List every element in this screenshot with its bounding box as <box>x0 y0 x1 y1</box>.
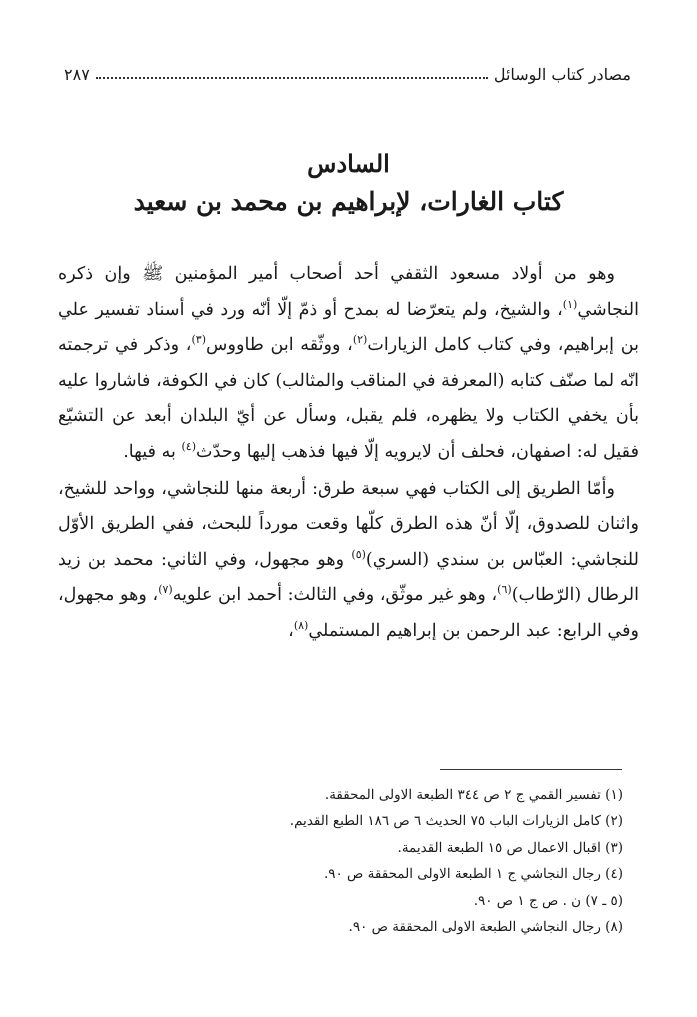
footnote-ref: (٢) <box>352 333 368 347</box>
footnote-ref: (٤) <box>181 440 197 454</box>
footnote-ref: (٦) <box>497 583 512 597</box>
footnote-ref: (٧) <box>158 583 173 597</box>
text-span: به فيها. <box>123 441 182 462</box>
text-span: ، <box>288 620 294 641</box>
footnote-ref: (٨) <box>293 619 309 633</box>
footnote-ref: (٥) <box>351 547 366 561</box>
page-number: ٢٨٧ <box>64 65 90 84</box>
footnote-ref: (١) <box>562 297 578 311</box>
text-span: ، وذكر في ترجمته انّه لما صنّف كتابه (المعرفة في المناقب والمثالب) كان في الكوفة، فاشاروا عليه بأن يخفي الكتاب ولا يظهره، فلم يقبل، وسأل عن أيّ البلدان أبعد عن التشيّع فقيل له: اصفهان، فحلف أن لايرويه إلّا فيها فذهب إليها وحدّث <box>58 335 639 462</box>
footnote: (٢) كامل الزيارات الباب ٧٥ الحديث ٦ ص ١٨٦ الطبع القديم. <box>289 813 623 830</box>
footnotes <box>60 782 623 940</box>
text-span: وهو من أولاد مسعود الثقفي أحد أصحاب أمير المؤمنين ﷺ وإن ذكره النجاشي <box>58 264 639 320</box>
footnote-separator <box>440 769 622 770</box>
footnote: (٨) رجال النجاشي الطبعة الاولى المحققة ص ٩٠. <box>348 919 623 936</box>
text-span: ، ووثّقه ابن طاووس <box>206 335 353 356</box>
text-span: ، والشيخ، ولم يتعرّضا له بمدح أو ذمّ إلّا أنّه ورد في أسناد تفسير علي بن إبراهيم، وفي كتاب كامل الزيارات <box>58 299 639 356</box>
footnote-ref: (٣) <box>191 333 206 347</box>
running-header <box>64 58 631 84</box>
footnote: (٤) رجال النجاشي ج ١ الطبعة الاولى المحققة ص ٩٠. <box>323 866 623 883</box>
footnote: (٥ ـ ٧) ن . ص ج ١ ص ٩٠. <box>473 892 623 909</box>
chapter-ordinal: السادس <box>307 149 390 178</box>
text-span: ، وهو مجهول، وفي الرابع: عبد الرحمن بن إبراهيم المستملي <box>58 585 639 641</box>
body-text <box>58 257 639 650</box>
text-span: وأمّا الطريق إلى الكتاب فهي سبعة طرق: أربعة منها للنجاشي، وواحد للشيخ، واثنان للصدوق، إلّا أنّ هذه الطرق كلّها وقعت مورداً للبحث، ففي الطريق الأوّل للنجاشي: العبّاس بن سندي (السري) <box>58 478 639 570</box>
footnote: (١) تفسير القمي ج ٢ ص ٣٤٤ الطبعة الاولى المحققة. <box>324 787 623 803</box>
running-title: مصادر كتاب الوسائل <box>493 65 631 84</box>
footnote: (٣) اقبال الاعمال ص ١٥ الطبعة القديمة. <box>397 839 623 856</box>
chapter-heading <box>60 146 637 222</box>
text-span: وهو مجهول، وفي الثاني: محمد بن زيد الرطال (الرّطاب) <box>58 549 640 606</box>
dot-leader <box>96 77 488 79</box>
paragraph-1 <box>58 257 639 471</box>
paragraph-2 <box>58 472 639 650</box>
text-span: ، وهو غير موثّق، وفي الثالث: أحمد ابن علويه <box>172 585 498 606</box>
chapter-title: كتاب الغارات، لإبراهيم بن محمد بن سعيد <box>133 187 564 216</box>
